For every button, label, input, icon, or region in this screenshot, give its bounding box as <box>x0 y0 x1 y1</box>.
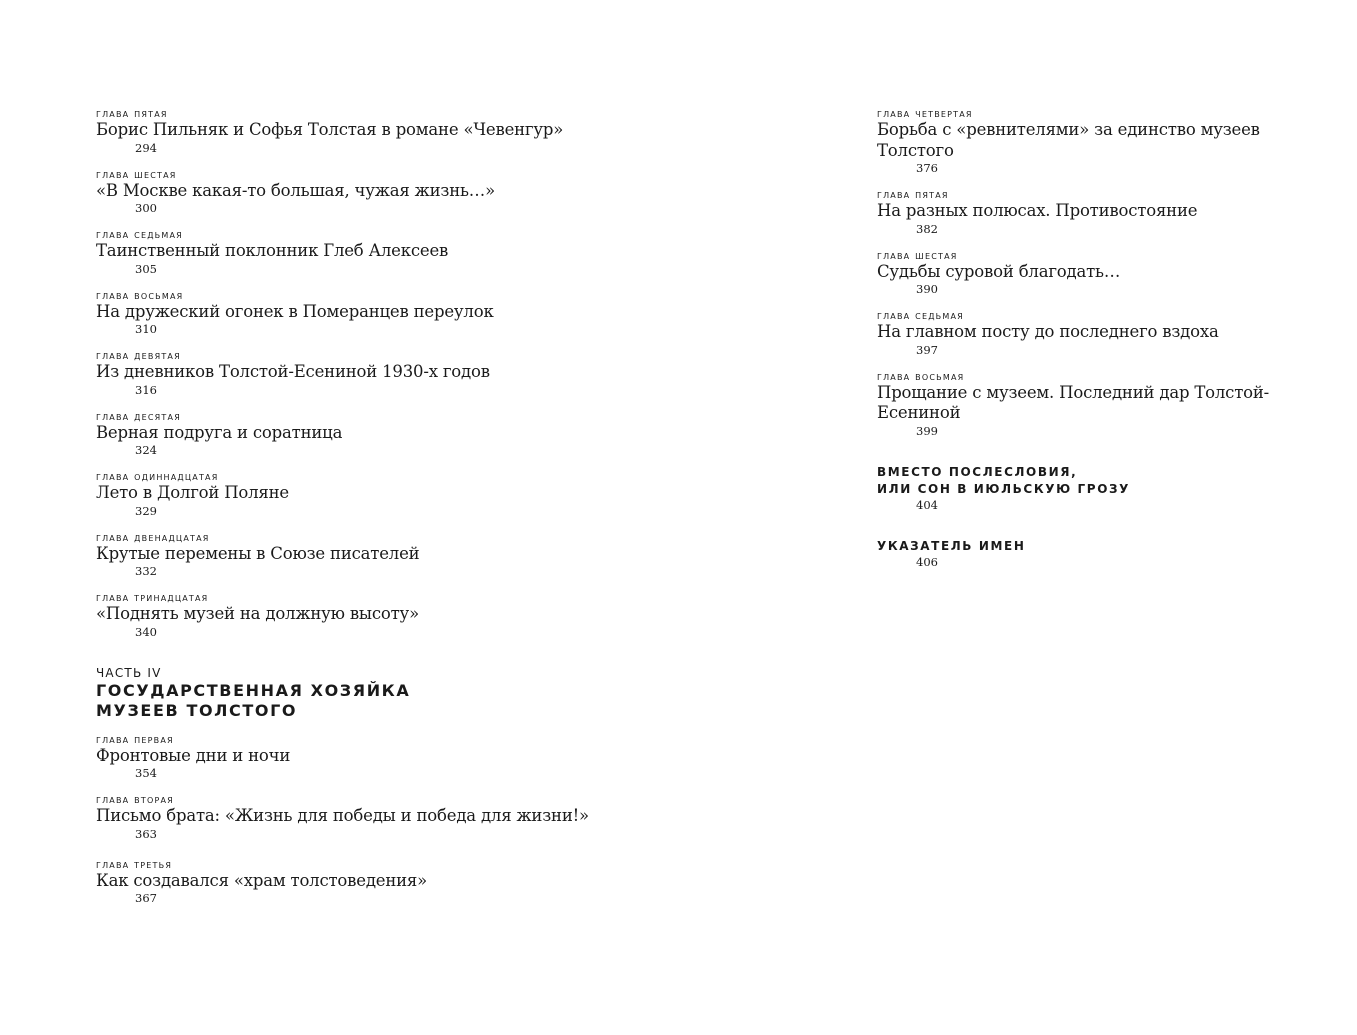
toc-entry[interactable] <box>877 187 1317 236</box>
part-heading <box>96 665 656 722</box>
toc-entry[interactable] <box>96 732 656 781</box>
chapter-label: глава третья <box>96 856 173 871</box>
chapter-title: Как создавался «храм толстоведения» <box>96 870 428 890</box>
chapter-title: Верная подруга и соратница <box>96 422 343 442</box>
toc-entry[interactable] <box>96 469 656 518</box>
chapter-label: глава девятая <box>96 348 181 362</box>
chapter-label: глава седьмая <box>877 308 964 322</box>
chapter-title: Крутые перемены в Союзе писателей <box>96 543 420 563</box>
chapter-title-line: Борьба с «ревнителями» за единство музеев <box>877 120 1260 139</box>
toc-entry[interactable] <box>96 590 656 639</box>
page-number: 340 <box>135 624 157 639</box>
page-number: 354 <box>135 766 157 780</box>
page-number: 399 <box>916 423 938 438</box>
toc-entry[interactable] <box>96 106 656 155</box>
chapter-title: Лето в Долгой Поляне <box>96 483 290 502</box>
chapter-label: глава восьмая <box>96 287 184 302</box>
left-page-toc <box>96 106 656 917</box>
page-number: 294 <box>135 140 157 155</box>
right-page-toc <box>877 106 1317 581</box>
chapter-title: Судьбы суровой благодать… <box>877 261 1121 281</box>
page-number: 390 <box>916 282 938 296</box>
part-label: ЧАСТЬ IV <box>96 665 162 680</box>
toc-entry[interactable] <box>877 369 1317 438</box>
part-title-line: МУЗЕЕВ ТОЛСТОГО <box>96 701 298 720</box>
chapter-title: На главном посту до последнего вздоха <box>877 322 1219 341</box>
chapter-label: глава двенадцатая <box>96 529 210 544</box>
afterword-title <box>877 464 1317 498</box>
chapter-title: Письмо брата: «Жизнь для победы и победа для жизни!» <box>96 806 589 825</box>
chapter-label: глава десятая <box>96 408 181 423</box>
chapter-title-line: Есениной <box>877 403 961 422</box>
toc-entry[interactable] <box>96 227 656 276</box>
page-number: 332 <box>135 564 157 578</box>
part-title <box>96 681 656 722</box>
toc-entry[interactable] <box>877 106 1317 175</box>
chapter-title: Из дневников Толстой-Есениной 1930-х годов <box>96 362 490 381</box>
chapter-label: глава шестая <box>877 247 958 262</box>
toc-entry[interactable] <box>96 288 656 337</box>
page-number: 376 <box>916 161 938 175</box>
chapter-title <box>877 383 1317 424</box>
chapter-title: На дружеский огонек в Померанцев переулок <box>96 301 494 321</box>
toc-entry[interactable] <box>96 167 656 216</box>
page-number: 316 <box>135 382 157 397</box>
page-number: 310 <box>135 322 157 336</box>
chapter-label: глава пятая <box>96 106 168 120</box>
chapter-label: глава седьмая <box>96 227 183 241</box>
chapter-title: «В Москве какая-то большая, чужая жизнь…» <box>96 180 495 200</box>
chapter-title <box>877 120 1317 161</box>
chapter-title: Фронтовые дни и ночи <box>96 745 291 765</box>
page-number: 300 <box>135 201 157 215</box>
page-number: 329 <box>135 503 157 518</box>
chapter-label: глава восьмая <box>877 368 965 383</box>
chapter-label: глава одиннадцатая <box>96 469 219 483</box>
page-number: 367 <box>135 891 157 905</box>
page-number: 404 <box>916 497 938 512</box>
toc-entry[interactable] <box>96 530 656 579</box>
chapter-label: глава первая <box>96 731 174 746</box>
afterword-title-line: ИЛИ СОН В ИЮЛЬСКУЮ ГРОЗУ <box>877 481 1130 496</box>
page-number: 305 <box>135 261 157 276</box>
chapter-title: «Поднять музей на должную высоту» <box>96 604 419 623</box>
page-number: 324 <box>135 443 157 457</box>
toc-entry[interactable] <box>96 857 656 906</box>
toc-name-index[interactable] <box>877 538 1317 569</box>
chapter-title-line: Прощание с музеем. Последний дар Толстой- <box>877 382 1270 402</box>
page-number: 406 <box>916 554 938 569</box>
chapter-label: глава вторая <box>96 792 174 806</box>
toc-entry[interactable] <box>877 248 1317 297</box>
toc-entry[interactable] <box>96 792 656 841</box>
chapter-label: глава пятая <box>877 187 949 201</box>
toc-entry[interactable] <box>96 348 656 397</box>
chapter-title: На разных полюсах. Противостояние <box>877 201 1198 220</box>
page-number: 382 <box>916 221 938 236</box>
name-index-title: УКАЗАТЕЛЬ ИМЕН <box>877 538 1026 553</box>
afterword-title-line: ВМЕСТО ПОСЛЕСЛОВИЯ, <box>877 464 1078 479</box>
chapter-title: Борис Пильняк и Софья Толстая в романе «Чевенгур» <box>96 120 564 139</box>
chapter-label: глава тринадцатая <box>96 590 209 604</box>
page-number: 363 <box>135 826 157 841</box>
toc-afterword[interactable] <box>877 464 1317 512</box>
chapter-label: глава шестая <box>96 166 177 181</box>
chapter-title: Таинственный поклонник Глеб Алексеев <box>96 241 449 260</box>
page-number: 397 <box>916 342 938 357</box>
chapter-title-line: Толстого <box>877 140 954 160</box>
part-title-line: ГОСУДАРСТВЕННАЯ ХОЗЯЙКА <box>96 680 411 700</box>
chapter-label: глава четвертая <box>877 106 973 120</box>
toc-entry[interactable] <box>877 308 1317 357</box>
toc-entry[interactable] <box>96 409 656 458</box>
